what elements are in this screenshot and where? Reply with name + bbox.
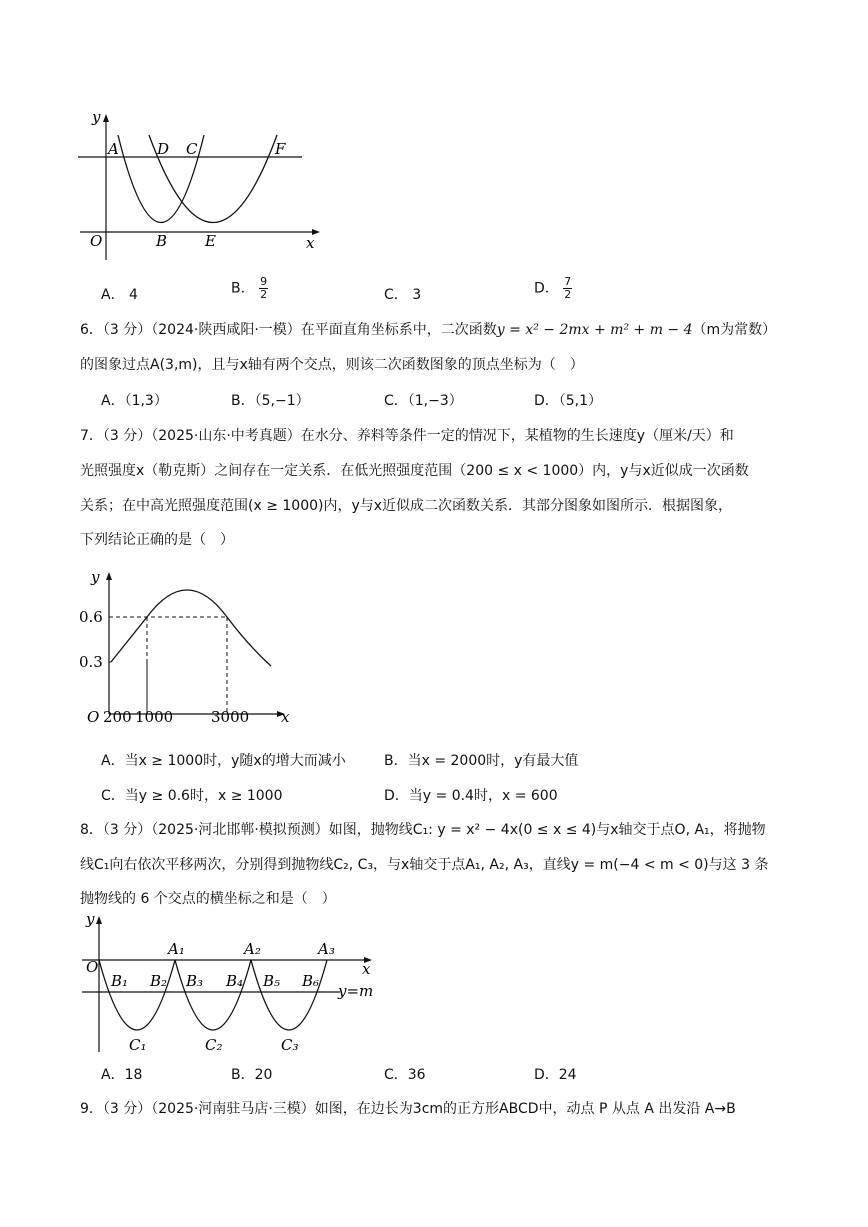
option-value: 3 — [412, 287, 422, 303]
option-letter: C． — [384, 287, 408, 303]
tick-y-0.3: 0.3 — [79, 653, 103, 671]
q8-option-c[interactable]: C．36 — [384, 1067, 426, 1083]
q6-stem-line2: 的图象过点A(3,m)，且与x轴有两个交点，则该二次函数图象的顶点坐标为（ ） — [80, 357, 584, 373]
option-letter: B． — [231, 280, 255, 297]
q6-stem-line1 — [80, 320, 776, 340]
axis-x-label: x — [281, 708, 290, 726]
option-letter: D． — [534, 280, 559, 297]
q8-stem-line1: 8．（3 分）（2025·河北邯郸·模拟预测）如图，抛物线C₁: y = x² − 4x(0 ≤ x ≤ 4)与x轴交于点O, A₁，将抛物 — [80, 822, 766, 838]
point-a-label: A — [108, 140, 119, 158]
axis-x-label: x — [306, 234, 315, 252]
q5-option-b[interactable] — [231, 276, 268, 301]
q5-option-d[interactable] — [534, 276, 572, 301]
axis-x-label: x — [362, 960, 371, 978]
point-d-label: D — [157, 140, 170, 158]
point-b6-label: B₆ — [302, 972, 320, 990]
q6-stem-text-2: （m为常数） — [692, 322, 777, 338]
point-e-label: E — [205, 232, 216, 250]
q7-stem-line1: 7．（3 分）（2025·山东·中考真题）在水分、养料等条件一定的情况下，某植物的生长速度y（厘米/天）和 — [80, 428, 734, 444]
point-b2-label: B₂ — [150, 972, 168, 990]
origin-label: O — [87, 708, 100, 726]
q7-option-b[interactable]: B．当x = 2000时，y有最大值 — [384, 753, 579, 769]
point-b5-label: B₅ — [263, 972, 281, 990]
line-y-m-label: y=m — [338, 982, 374, 1000]
tick-y-0.6: 0.6 — [79, 608, 103, 626]
tick-x-1000: 1000 — [135, 708, 174, 726]
q6-option-d[interactable]: D．（5,1） — [534, 393, 603, 409]
fraction: $\frac{9}{2}$ — [260, 275, 268, 301]
axis-y-label: y — [91, 568, 100, 586]
point-a3-label: A₃ — [318, 940, 335, 958]
figure-q8-parabolas — [74, 910, 384, 1060]
point-b4-label: B₄ — [226, 972, 244, 990]
fraction: $\frac{7}{2}$ — [564, 275, 572, 301]
q8-stem-line2: 线C₁向右依次平移两次，分别得到抛物线C₂, C₃，与x轴交于点A₁, A₂, A₃，直线y = m(−4 < m < 0)与这 3 条 — [80, 857, 769, 873]
q8-option-d[interactable]: D．24 — [534, 1067, 577, 1083]
q8-option-b[interactable]: B．20 — [231, 1067, 273, 1083]
axis-y-label: y — [86, 910, 95, 928]
point-f-label: F — [275, 140, 286, 158]
q8-option-a[interactable]: A．18 — [101, 1067, 143, 1083]
q7-option-a[interactable]: A．当x ≥ 1000时，y随x的增大而减小 — [101, 753, 346, 769]
q6-option-c[interactable]: C．（1,−3） — [384, 393, 463, 409]
q7-option-d[interactable]: D．当y = 0.4时，x = 600 — [384, 788, 558, 804]
q7-stem-line3: 关系；在中高光照强度范围(x ≥ 1000)内，y与x近似成二次函数关系．其部分图象如图所示．根据图象， — [80, 498, 733, 514]
q5-option-c[interactable] — [384, 284, 421, 304]
point-b1-label: B₁ — [111, 972, 129, 990]
point-c2-label: C₂ — [205, 1036, 223, 1054]
q6-option-b[interactable]: B．（5,−1） — [231, 393, 310, 409]
point-c-label: C — [186, 140, 198, 158]
origin-label: O — [90, 232, 103, 250]
q6-stem-text: 6．（3 分）（2024·陕西咸阳·一模）在平面直角坐标系中，二次函数 — [80, 322, 497, 338]
figure-q7-graph — [75, 562, 305, 728]
point-c3-label: C₃ — [281, 1036, 299, 1054]
q7-option-c[interactable]: C．当y ≥ 0.6时，x ≥ 1000 — [101, 788, 283, 804]
origin-label: O — [86, 958, 99, 976]
q7-stem-line4: 下列结论正确的是（ ） — [80, 532, 234, 548]
point-c1-label: C₁ — [129, 1036, 147, 1054]
q9-stem-line1: 9．（3 分）（2025·河南驻马店·三模）如图，在边长为3cm的正方形ABCD中，动点 P 从点 A 出发沿 A→B — [80, 1101, 736, 1117]
tick-x-200: 200 — [103, 708, 132, 726]
q6-formula: y = x² − 2mx + m² + m − 4 — [496, 322, 693, 338]
option-value: 4 — [129, 287, 138, 303]
figure-q5-parabolas — [70, 100, 340, 270]
axis-y-label: y — [92, 108, 101, 126]
point-a2-label: A₂ — [244, 940, 261, 958]
q5-option-a[interactable] — [101, 284, 138, 304]
q8-stem-line3: 抛物线的 6 个交点的横坐标之和是（ ） — [80, 891, 336, 907]
tick-x-3000: 3000 — [211, 708, 250, 726]
point-a1-label: A₁ — [168, 940, 185, 958]
q6-option-a[interactable]: A．（1,3） — [101, 393, 168, 409]
point-b-label: B — [156, 232, 168, 250]
point-b3-label: B₃ — [186, 972, 204, 990]
q7-stem-line2: 光照强度x（勒克斯）之间存在一定关系．在低光照强度范围（200 ≤ x < 1000）内，y与x近似成一次函数 — [80, 463, 749, 479]
option-letter: A． — [101, 287, 125, 303]
